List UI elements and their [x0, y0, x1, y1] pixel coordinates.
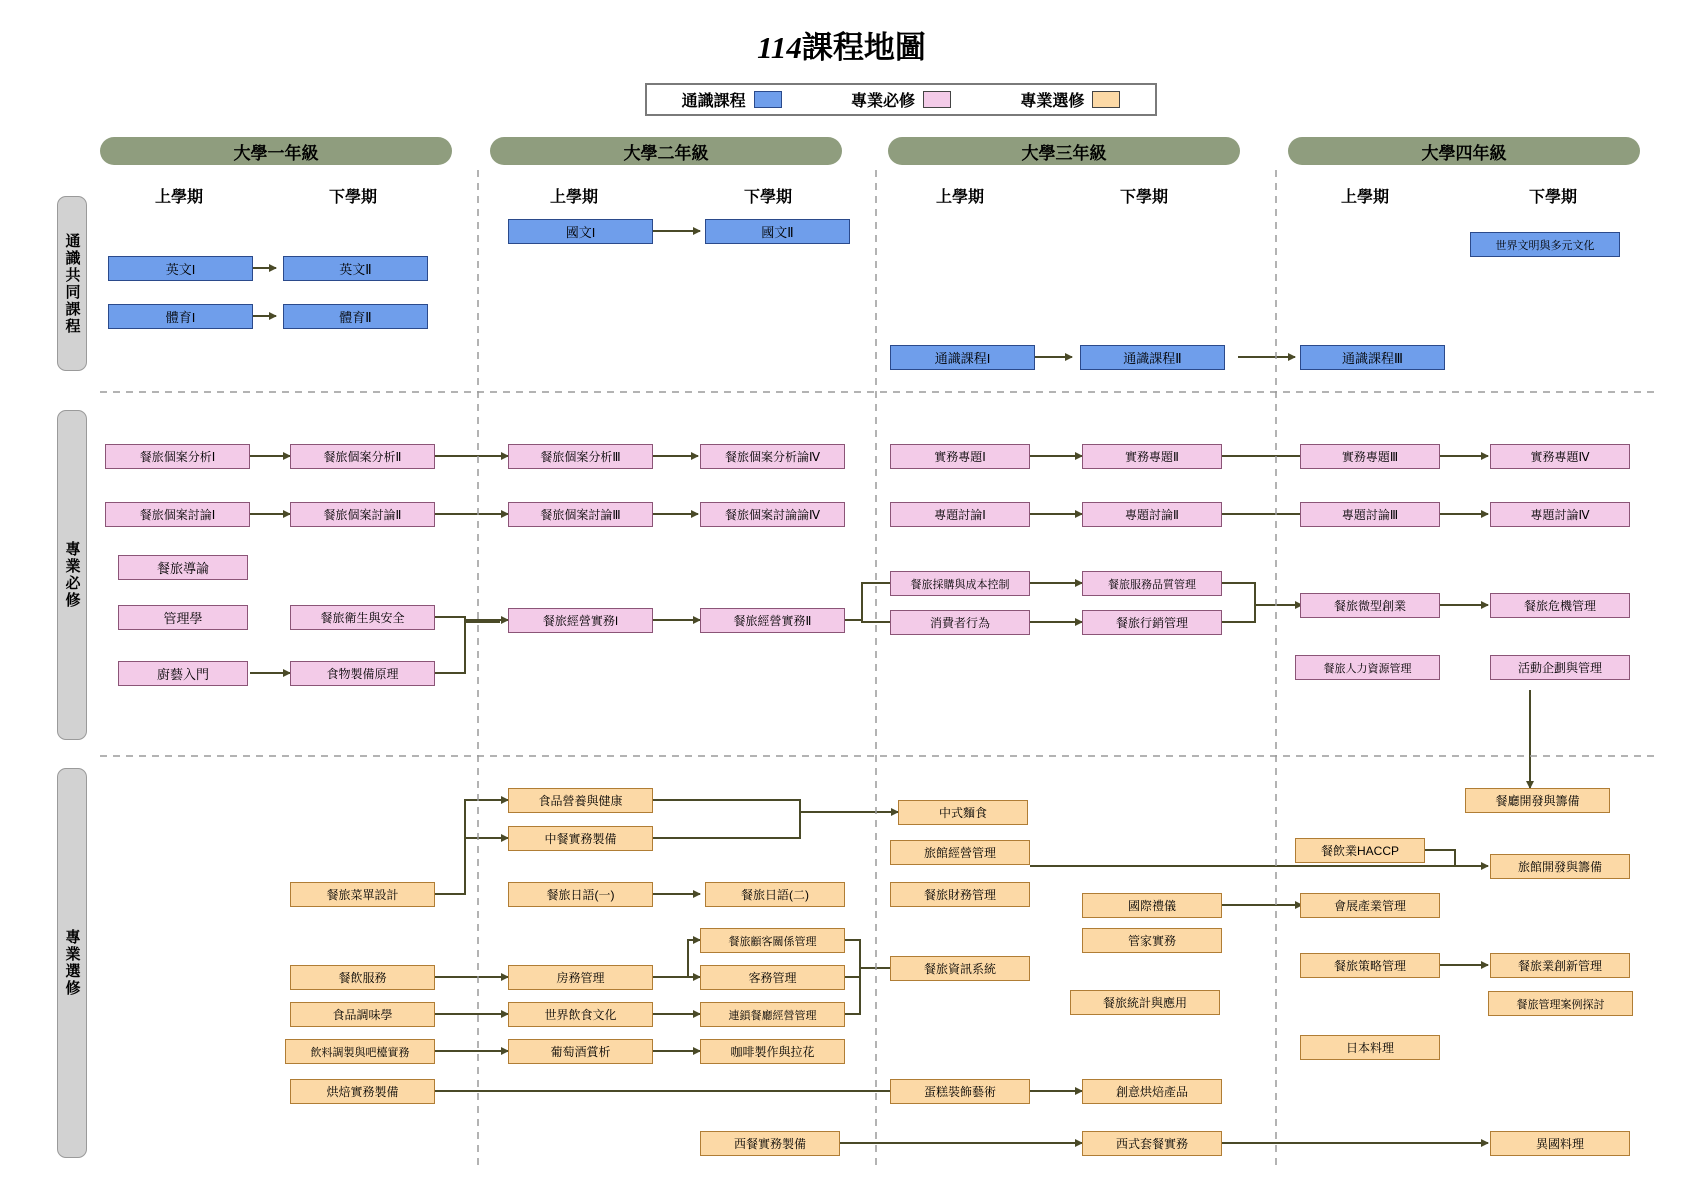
course-r28[interactable]: 餐旅微型創業 [1300, 593, 1440, 618]
course-ge8[interactable]: 通識課程Ⅱ [1080, 345, 1225, 370]
course-r26[interactable]: 餐旅服務品質管理 [1082, 571, 1222, 596]
course-e15[interactable]: 管家實務 [1082, 928, 1222, 953]
legend-swatch-required [923, 91, 951, 108]
course-r27[interactable]: 餐旅行銷管理 [1082, 610, 1222, 635]
course-e2[interactable]: 中餐實務製備 [508, 826, 653, 851]
course-e36[interactable]: 異國料理 [1490, 1131, 1630, 1156]
category-label-required: 專業必修 [63, 541, 81, 609]
course-r11[interactable]: 餐旅個案討論Ⅲ [508, 502, 653, 527]
course-r13[interactable]: 專題討論Ⅰ [890, 502, 1030, 527]
category-label-general: 通識共同課程 [63, 232, 81, 335]
course-r6[interactable]: 實務專題Ⅱ [1082, 444, 1222, 469]
course-ge1[interactable]: 英文I [108, 256, 253, 281]
course-e31[interactable]: 烘焙實務製備 [290, 1079, 435, 1104]
legend-swatch-elective [1092, 91, 1120, 108]
course-e33[interactable]: 創意烘焙產品 [1082, 1079, 1222, 1104]
course-e20[interactable]: 餐旅策略管理 [1300, 953, 1440, 978]
course-r22[interactable]: 餐旅經營實務I [508, 608, 653, 633]
course-e29[interactable]: 咖啡製作與拉花 [700, 1039, 845, 1064]
course-ge2[interactable]: 英文Ⅱ [283, 256, 428, 281]
page-title [0, 22, 1683, 67]
category-label-elective: 專業選修 [63, 929, 81, 997]
course-e10[interactable]: 餐旅日語(二) [705, 882, 845, 907]
course-e27[interactable]: 飲料調製與吧檯實務 [285, 1039, 435, 1064]
year-banner-2: 大學二年級 [490, 137, 842, 165]
course-r8[interactable]: 實務專題Ⅳ [1490, 444, 1630, 469]
course-r19[interactable]: 廚藝入門 [118, 661, 248, 686]
course-e35[interactable]: 西式套餐實務 [1082, 1131, 1222, 1156]
course-r14[interactable]: 專題討論Ⅱ [1082, 502, 1222, 527]
course-ge3[interactable]: 體育I [108, 304, 253, 329]
course-e18[interactable]: 客務管理 [700, 965, 845, 990]
course-r21[interactable]: 食物製備原理 [290, 661, 435, 686]
course-e17[interactable]: 房務管理 [508, 965, 653, 990]
page-title-text: 課程地圖 [801, 30, 926, 65]
category-bar-elective [57, 768, 87, 1158]
course-r16[interactable]: 專題討論Ⅳ [1490, 502, 1630, 527]
course-e21[interactable]: 餐旅業創新管理 [1490, 953, 1630, 978]
course-e19[interactable]: 餐旅資訊系統 [890, 956, 1030, 981]
course-e11[interactable]: 餐旅財務管理 [890, 882, 1030, 907]
course-e23[interactable]: 世界飲食文化 [508, 1002, 653, 1027]
course-e16[interactable]: 餐飲服務 [290, 965, 435, 990]
course-r24[interactable]: 餐旅採購與成本控制 [890, 571, 1030, 596]
legend-label-elective: 專業選修 [1020, 93, 1085, 110]
course-e30[interactable]: 日本料理 [1300, 1035, 1440, 1060]
course-e3[interactable]: 中式麵食 [898, 800, 1028, 825]
course-e6[interactable]: 餐飲業HACCP [1295, 838, 1425, 863]
year-banner-1: 大學一年級 [100, 137, 452, 165]
legend-label-required: 專業必修 [850, 93, 915, 110]
semester-label-5: 上學期 [935, 189, 984, 206]
course-r31[interactable]: 活動企劃與管理 [1490, 655, 1630, 680]
course-e13[interactable]: 會展產業管理 [1300, 893, 1440, 918]
course-r20[interactable]: 餐旅衛生與安全 [290, 605, 435, 630]
course-r15[interactable]: 專題討論Ⅲ [1300, 502, 1440, 527]
course-r7[interactable]: 實務專題Ⅲ [1300, 444, 1440, 469]
course-r2[interactable]: 餐旅個案分析Ⅱ [290, 444, 435, 469]
semester-label-6: 下學期 [1119, 189, 1168, 206]
course-e4[interactable]: 餐廳開發與籌備 [1465, 788, 1610, 813]
course-ge6[interactable]: 國文Ⅱ [705, 219, 850, 244]
year-banner-3: 大學三年級 [888, 137, 1240, 165]
legend-item-general [682, 88, 782, 111]
course-ge9[interactable]: 通識課程Ⅲ [1300, 345, 1445, 370]
legend-swatch-general [754, 91, 782, 108]
course-e24[interactable]: 連鎖餐廳經營管理 [700, 1002, 845, 1027]
course-e25[interactable]: 餐旅統計與應用 [1070, 990, 1220, 1015]
course-r3[interactable]: 餐旅個案分析Ⅲ [508, 444, 653, 469]
course-r10[interactable]: 餐旅個案討論Ⅱ [290, 502, 435, 527]
category-bar-required [57, 410, 87, 740]
semester-label-7: 上學期 [1340, 189, 1389, 206]
year-banner-4: 大學四年級 [1288, 137, 1640, 165]
course-ge10[interactable]: 世界文明與多元文化 [1470, 232, 1620, 257]
course-e5[interactable]: 旅館經營管理 [890, 840, 1030, 865]
course-e7[interactable]: 旅館開發與籌備 [1490, 854, 1630, 879]
course-r1[interactable]: 餐旅個案分析Ⅰ [105, 444, 250, 469]
course-r9[interactable]: 餐旅個案討論Ⅰ [105, 502, 250, 527]
course-r4[interactable]: 餐旅個案分析論Ⅳ [700, 444, 845, 469]
course-r5[interactable]: 實務專題Ⅰ [890, 444, 1030, 469]
semester-label-2: 下學期 [328, 189, 377, 206]
course-r29[interactable]: 餐旅人力資源管理 [1295, 655, 1440, 680]
semester-label-8: 下學期 [1528, 189, 1577, 206]
semester-label-1: 上學期 [154, 189, 203, 206]
course-e28[interactable]: 葡萄酒賞析 [508, 1039, 653, 1064]
course-r30[interactable]: 餐旅危機管理 [1490, 593, 1630, 618]
legend [645, 83, 1157, 116]
course-r17[interactable]: 餐旅導論 [118, 555, 248, 580]
course-e22[interactable]: 食品調味學 [290, 1002, 435, 1027]
legend-item-elective [1020, 88, 1120, 111]
course-r18[interactable]: 管理學 [118, 605, 248, 630]
semester-label-3: 上學期 [549, 189, 598, 206]
course-e9[interactable]: 餐旅日語(一) [508, 882, 653, 907]
course-e8[interactable]: 餐旅菜單設計 [290, 882, 435, 907]
course-e1[interactable]: 食品營養與健康 [508, 788, 653, 813]
course-ge4[interactable]: 體育Ⅱ [283, 304, 428, 329]
course-e14[interactable]: 餐旅顧客關係管理 [700, 928, 845, 953]
legend-item-required [851, 88, 951, 111]
course-r23[interactable]: 餐旅經營實務Ⅱ [700, 608, 845, 633]
semester-label-4: 下學期 [743, 189, 792, 206]
course-e34[interactable]: 西餐實務製備 [700, 1131, 840, 1156]
page-title-year: 114 [757, 30, 802, 65]
course-ge7[interactable]: 通識課程I [890, 345, 1035, 370]
legend-label-general: 通識課程 [681, 93, 746, 110]
category-bar-general [57, 196, 87, 371]
course-r12[interactable]: 餐旅個案討論論Ⅳ [700, 502, 845, 527]
course-e32[interactable]: 蛋糕裝飾藝術 [890, 1079, 1030, 1104]
course-ge5[interactable]: 國文I [508, 219, 653, 244]
course-e26[interactable]: 餐旅管理案例探討 [1488, 991, 1633, 1016]
course-r25[interactable]: 消費者行為 [890, 610, 1030, 635]
course-e12[interactable]: 國際禮儀 [1082, 893, 1222, 918]
